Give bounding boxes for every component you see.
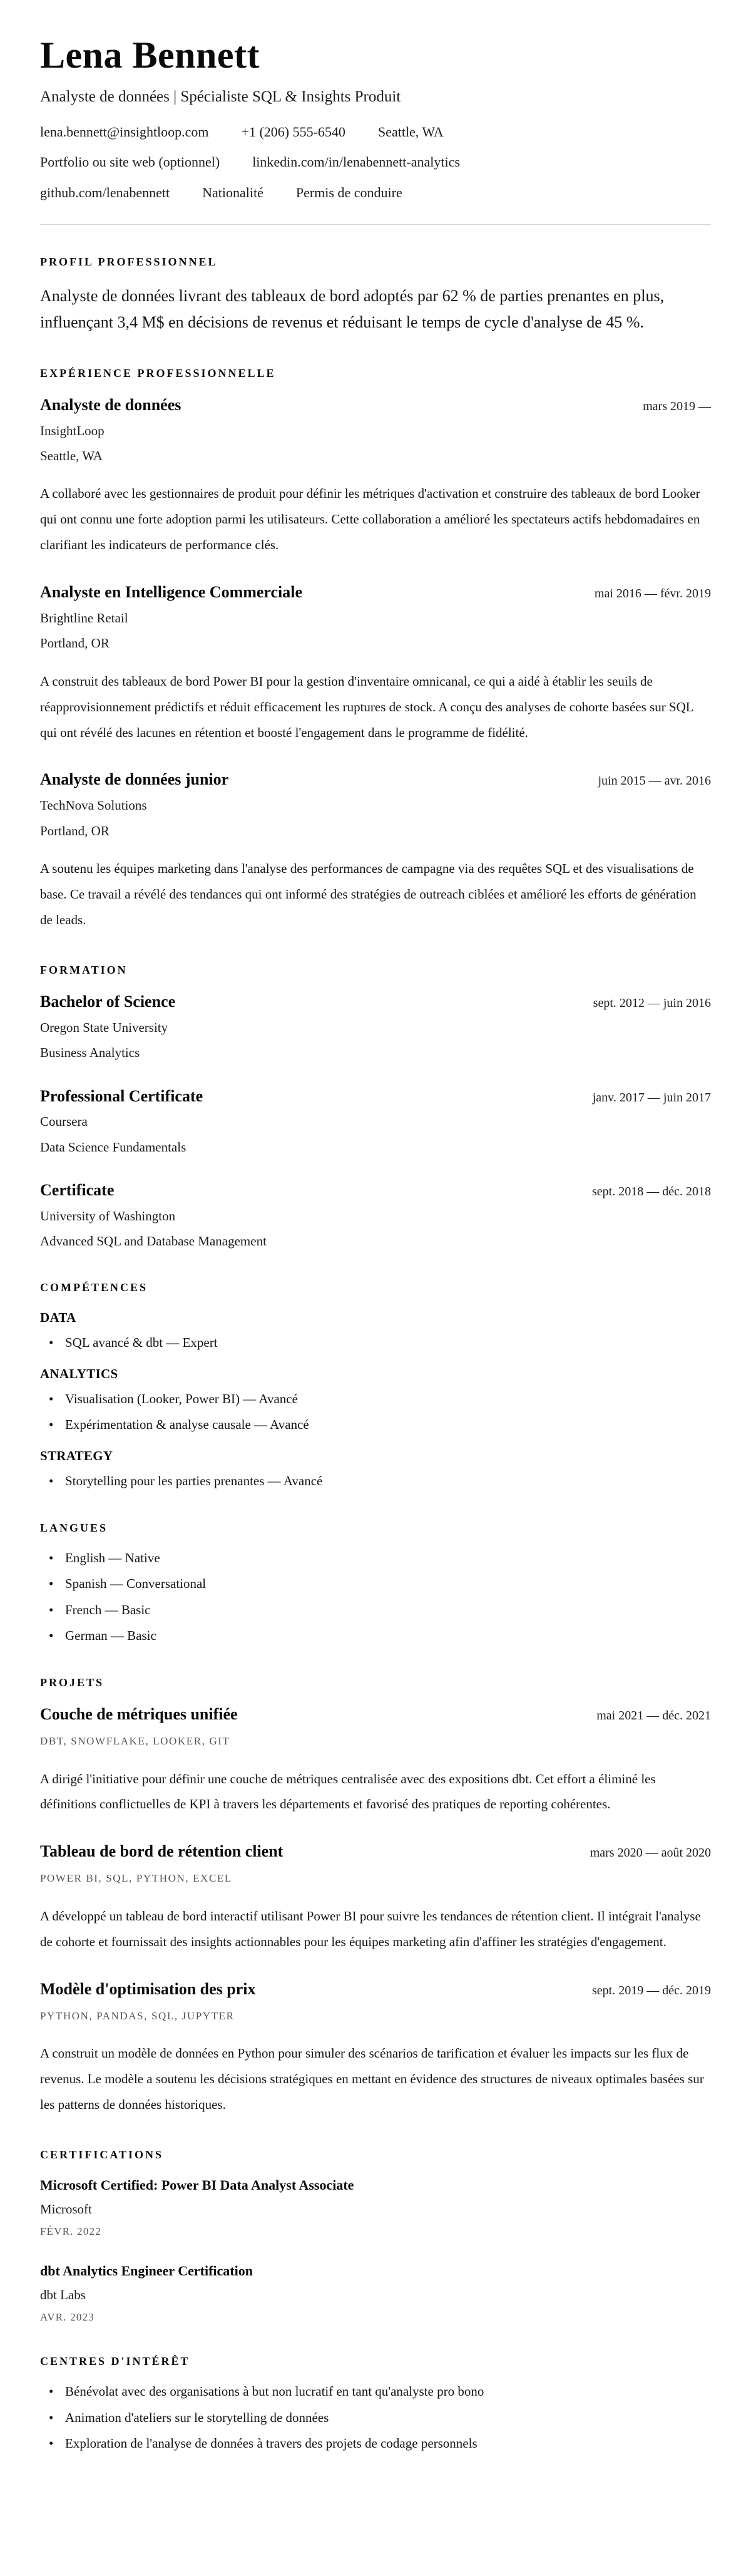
- project-dates: sept. 2019 — déc. 2019: [592, 1983, 711, 1997]
- section-title-interests: CENTRES D'INTÉRÊT: [40, 2354, 190, 2367]
- bullet-icon: •: [49, 2435, 54, 2451]
- bullet-icon: •: [49, 1602, 54, 1617]
- education-body: [40, 991, 711, 1250]
- bullet-icon: •: [49, 1628, 54, 1644]
- skill-list: [40, 1334, 711, 1352]
- job-location: Seattle, WA: [40, 448, 103, 464]
- bullet-icon: •: [49, 1391, 54, 1407]
- project-stack: POWER BI, SQL, PYTHON, EXCEL: [40, 1872, 232, 1885]
- project-stack: PYTHON, PANDAS, SQL, JUPYTER: [40, 2009, 235, 2022]
- resume-header: [40, 34, 711, 225]
- company-name: Brightline Retail: [40, 610, 128, 626]
- certification-entry: [40, 2262, 711, 2324]
- institution-name: University of Washington: [40, 1208, 176, 1224]
- project-title: Modèle d'optimisation des prix: [40, 1979, 256, 1998]
- experience-entry-head: [40, 394, 711, 416]
- language-item: [40, 1627, 711, 1645]
- contact-row-1: [40, 123, 711, 142]
- linkedin-link[interactable]: linkedin.com/in/lenabennett-analytics: [252, 154, 460, 170]
- project-entry: [40, 1979, 711, 2118]
- phone-number: +1 (206) 555-6540: [241, 123, 345, 140]
- language-item: [40, 1575, 711, 1593]
- interest-label: Bénévolat avec des organisations à but non lucratif en tant qu'analyste pro bono: [65, 2384, 484, 2399]
- job-title: Analyste de données junior: [40, 770, 229, 789]
- languages-body: [40, 1549, 711, 1646]
- project-description: A construit un modèle de données en Python pour simuler des scénarios de tarification et évaluer les impacts sur les flux de revenus. Le modèle a soutenu les décisions stratégiques en mettant en évidence des structures de niveaux optimales basées sur les patterns de données historiques.: [40, 2046, 704, 2113]
- language-item: [40, 1601, 711, 1619]
- certification-date: FÉVR. 2022: [40, 2225, 101, 2237]
- company-name: TechNova Solutions: [40, 798, 147, 813]
- project-stack: DBT, SNOWFLAKE, LOOKER, GIT: [40, 1734, 230, 1747]
- skill-item: [40, 1390, 711, 1408]
- experience-entry-head: [40, 582, 711, 603]
- certification-name: dbt Analytics Engineer Certification: [40, 2262, 253, 2279]
- education-entry-head: [40, 1180, 711, 1201]
- job-location: Portland, OR: [40, 636, 110, 651]
- section-title-languages: LANGUES: [40, 1521, 108, 1534]
- field-of-study: Advanced SQL and Database Management: [40, 1234, 267, 1249]
- skill-category: ANALYTICS: [40, 1366, 118, 1381]
- section-title-skills: COMPÉTENCES: [40, 1280, 148, 1294]
- interest-label: Exploration de l'analyse de données à travers des projets de codage personnels: [65, 2435, 478, 2451]
- skill-item: [40, 1472, 711, 1490]
- interest-item: [40, 2383, 711, 2401]
- section-interests: [40, 2354, 711, 2453]
- skills-body: [40, 1309, 711, 1491]
- header-divider: [40, 224, 711, 225]
- profile-summary: Analyste de données livrant des tableaux de bord adoptés par 62 % de parties prenantes en plus, influençant 3,4 M$ en décisions de revenus et réduisant le temps de cycle d'analyse de 45 %.: [40, 287, 665, 332]
- experience-body: [40, 394, 711, 933]
- project-title: Couche de métriques unifiée: [40, 1704, 238, 1723]
- section-title-education: FORMATION: [40, 963, 128, 976]
- job-description: A collaboré avec les gestionnaires de produit pour définir les métriques d'activation et construire des tableaux de bord Looker qui ont connu une forte adoption parmi les utilisateurs. Cette collaboration a amélioré les spectateurs actifs hebdomadaires en clarifiant les indicateurs de performance clés.: [40, 486, 700, 553]
- bullet-icon: •: [49, 1335, 54, 1351]
- language-item: [40, 1549, 711, 1567]
- skill-group-strategy: [40, 1447, 711, 1491]
- github-link[interactable]: github.com/lenabennett: [40, 185, 170, 201]
- job-dates: mars 2019 —: [643, 399, 711, 413]
- experience-entry: [40, 769, 711, 932]
- education-dates: sept. 2018 — déc. 2018: [592, 1185, 711, 1199]
- language-label: Spanish — Conversational: [65, 1576, 207, 1592]
- education-entry-head: [40, 991, 711, 1012]
- project-entry-head: [40, 1841, 711, 1862]
- bullet-icon: •: [49, 2409, 54, 2425]
- certification-name: Microsoft Certified: Power BI Data Analyst Associate: [40, 2177, 354, 2193]
- interests-body: [40, 2383, 711, 2453]
- contact-row-2: [40, 153, 711, 172]
- institution-name: Coursera: [40, 1114, 88, 1130]
- website-link[interactable]: Portfolio ou site web (optionnel): [40, 154, 220, 170]
- project-description: A dirigé l'initiative pour définir une couche de métriques centralisée avec des expositions dbt. Cet effort a éliminé les définitions conflictuelles de KPI à travers les départements et favorisé des pratiques de reporting cohérentes.: [40, 1771, 656, 1812]
- section-projects: [40, 1676, 711, 2118]
- skill-group-analytics: [40, 1365, 711, 1435]
- person-name: Lena Bennett: [40, 34, 260, 76]
- education-entry: [40, 1086, 711, 1156]
- contact-row-3: [40, 183, 711, 203]
- experience-entry: [40, 582, 711, 745]
- skill-label: SQL avancé & dbt — Expert: [65, 1335, 218, 1351]
- person-headline: Analyste de données | Spécialiste SQL & Insights Produit: [40, 88, 401, 105]
- project-entry: [40, 1841, 711, 1954]
- degree-title: Bachelor of Science: [40, 992, 176, 1011]
- projects-body: [40, 1704, 711, 2118]
- bullet-icon: •: [49, 1473, 54, 1489]
- bullet-icon: •: [49, 1550, 54, 1565]
- education-entry: [40, 991, 711, 1061]
- bullet-icon: •: [49, 1417, 54, 1433]
- education-entry-head: [40, 1086, 711, 1107]
- job-title: Analyste de données: [40, 395, 181, 414]
- skill-label: Visualisation (Looker, Power BI) — Avancé: [65, 1391, 298, 1407]
- skill-group-data: [40, 1309, 711, 1352]
- language-label: English — Native: [65, 1550, 160, 1565]
- skill-label: Storytelling pour les parties prenantes — Avancé: [65, 1473, 323, 1489]
- bullet-icon: •: [49, 1576, 54, 1592]
- certification-issuer: dbt Labs: [40, 2287, 86, 2303]
- job-description: A soutenu les équipes marketing dans l'analyse des performances de campagne via des requêtes SQL et des visualisations de base. Ce travail a révélé des tendances qui ont informé des stratégies de outreach ciblées et amélioré les efforts de génération de leads.: [40, 860, 697, 927]
- section-title-profile: PROFIL PROFESSIONNEL: [40, 255, 218, 268]
- project-description: A développé un tableau de bord interactif utilisant Power BI pour suivre les tendances de rétention client. Il intégrait l'analyse de cohorte et fournissait des insights actionnables pour les équipes marketing afin d'affiner les stratégies d'engagement.: [40, 1909, 701, 1949]
- project-title: Tableau de bord de rétention client: [40, 1842, 284, 1861]
- job-location: Portland, OR: [40, 823, 110, 838]
- project-dates: mars 2020 — août 2020: [590, 1846, 711, 1860]
- company-name: InsightLoop: [40, 423, 105, 438]
- language-list: [40, 1549, 711, 1646]
- skill-category: DATA: [40, 1310, 76, 1326]
- degree-title: Professional Certificate: [40, 1086, 203, 1105]
- skill-item: [40, 1416, 711, 1434]
- skill-category: STRATEGY: [40, 1448, 113, 1463]
- project-entry-head: [40, 1979, 711, 2000]
- certification-entry: [40, 2177, 711, 2239]
- profile-body: [40, 283, 711, 336]
- section-certifications: [40, 2148, 711, 2324]
- interest-item: [40, 2434, 711, 2453]
- education-dates: janv. 2017 — juin 2017: [592, 1090, 711, 1105]
- skill-label: Expérimentation & analyse causale — Avancé: [65, 1417, 309, 1433]
- project-dates: mai 2021 — déc. 2021: [596, 1708, 711, 1723]
- section-profile: [40, 255, 711, 336]
- field-of-study: Data Science Fundamentals: [40, 1139, 186, 1155]
- job-title: Analyste en Intelligence Commerciale: [40, 583, 303, 602]
- section-title-experience: EXPÉRIENCE PROFESSIONNELLE: [40, 366, 276, 379]
- interest-list: [40, 2383, 711, 2453]
- bullet-icon: •: [49, 2384, 54, 2399]
- institution-name: Oregon State University: [40, 1019, 168, 1035]
- certification-issuer: Microsoft: [40, 2202, 92, 2217]
- section-education: [40, 963, 711, 1250]
- project-entry-head: [40, 1704, 711, 1725]
- project-entry: [40, 1704, 711, 1817]
- education-dates: sept. 2012 — juin 2016: [593, 996, 711, 1011]
- section-languages: [40, 1521, 711, 1646]
- driving-license-text: Permis de conduire: [295, 185, 402, 201]
- email-link[interactable]: lena.bennett@insightloop.com: [40, 123, 209, 140]
- nationality-text: Nationalité: [202, 185, 263, 201]
- field-of-study: Business Analytics: [40, 1045, 140, 1061]
- section-experience: [40, 366, 711, 933]
- certifications-body: [40, 2177, 711, 2324]
- section-skills: [40, 1280, 711, 1491]
- experience-entry-head: [40, 769, 711, 790]
- job-description: A construit des tableaux de bord Power BI pour la gestion d'inventaire omnicanal, ce qui a aidé à établir les seuils de réapprovisionnement prédictifs et réduit efficacement les ruptures de stock. A conçu des analyses de cohorte basées sur SQL qui ont révélé des lacunes en rétention et boosté l'engagement dans le programme de fidélité.: [40, 673, 693, 740]
- section-title-certifications: CERTIFICATIONS: [40, 2148, 164, 2161]
- degree-title: Certificate: [40, 1181, 115, 1200]
- certification-date: AVR. 2023: [40, 2311, 95, 2323]
- job-dates: juin 2015 — avr. 2016: [598, 774, 711, 788]
- education-entry: [40, 1180, 711, 1250]
- section-title-projects: PROJETS: [40, 1676, 105, 1689]
- interest-item: [40, 2409, 711, 2427]
- location-text: Seattle, WA: [377, 123, 444, 140]
- skill-item: [40, 1334, 711, 1352]
- language-label: German — Basic: [65, 1628, 156, 1644]
- interest-label: Animation d'ateliers sur le storytelling de données: [65, 2409, 329, 2425]
- skill-list: [40, 1472, 711, 1490]
- language-label: French — Basic: [65, 1602, 151, 1617]
- job-dates: mai 2016 — févr. 2019: [594, 587, 711, 601]
- experience-entry: [40, 394, 711, 558]
- skill-list: [40, 1390, 711, 1435]
